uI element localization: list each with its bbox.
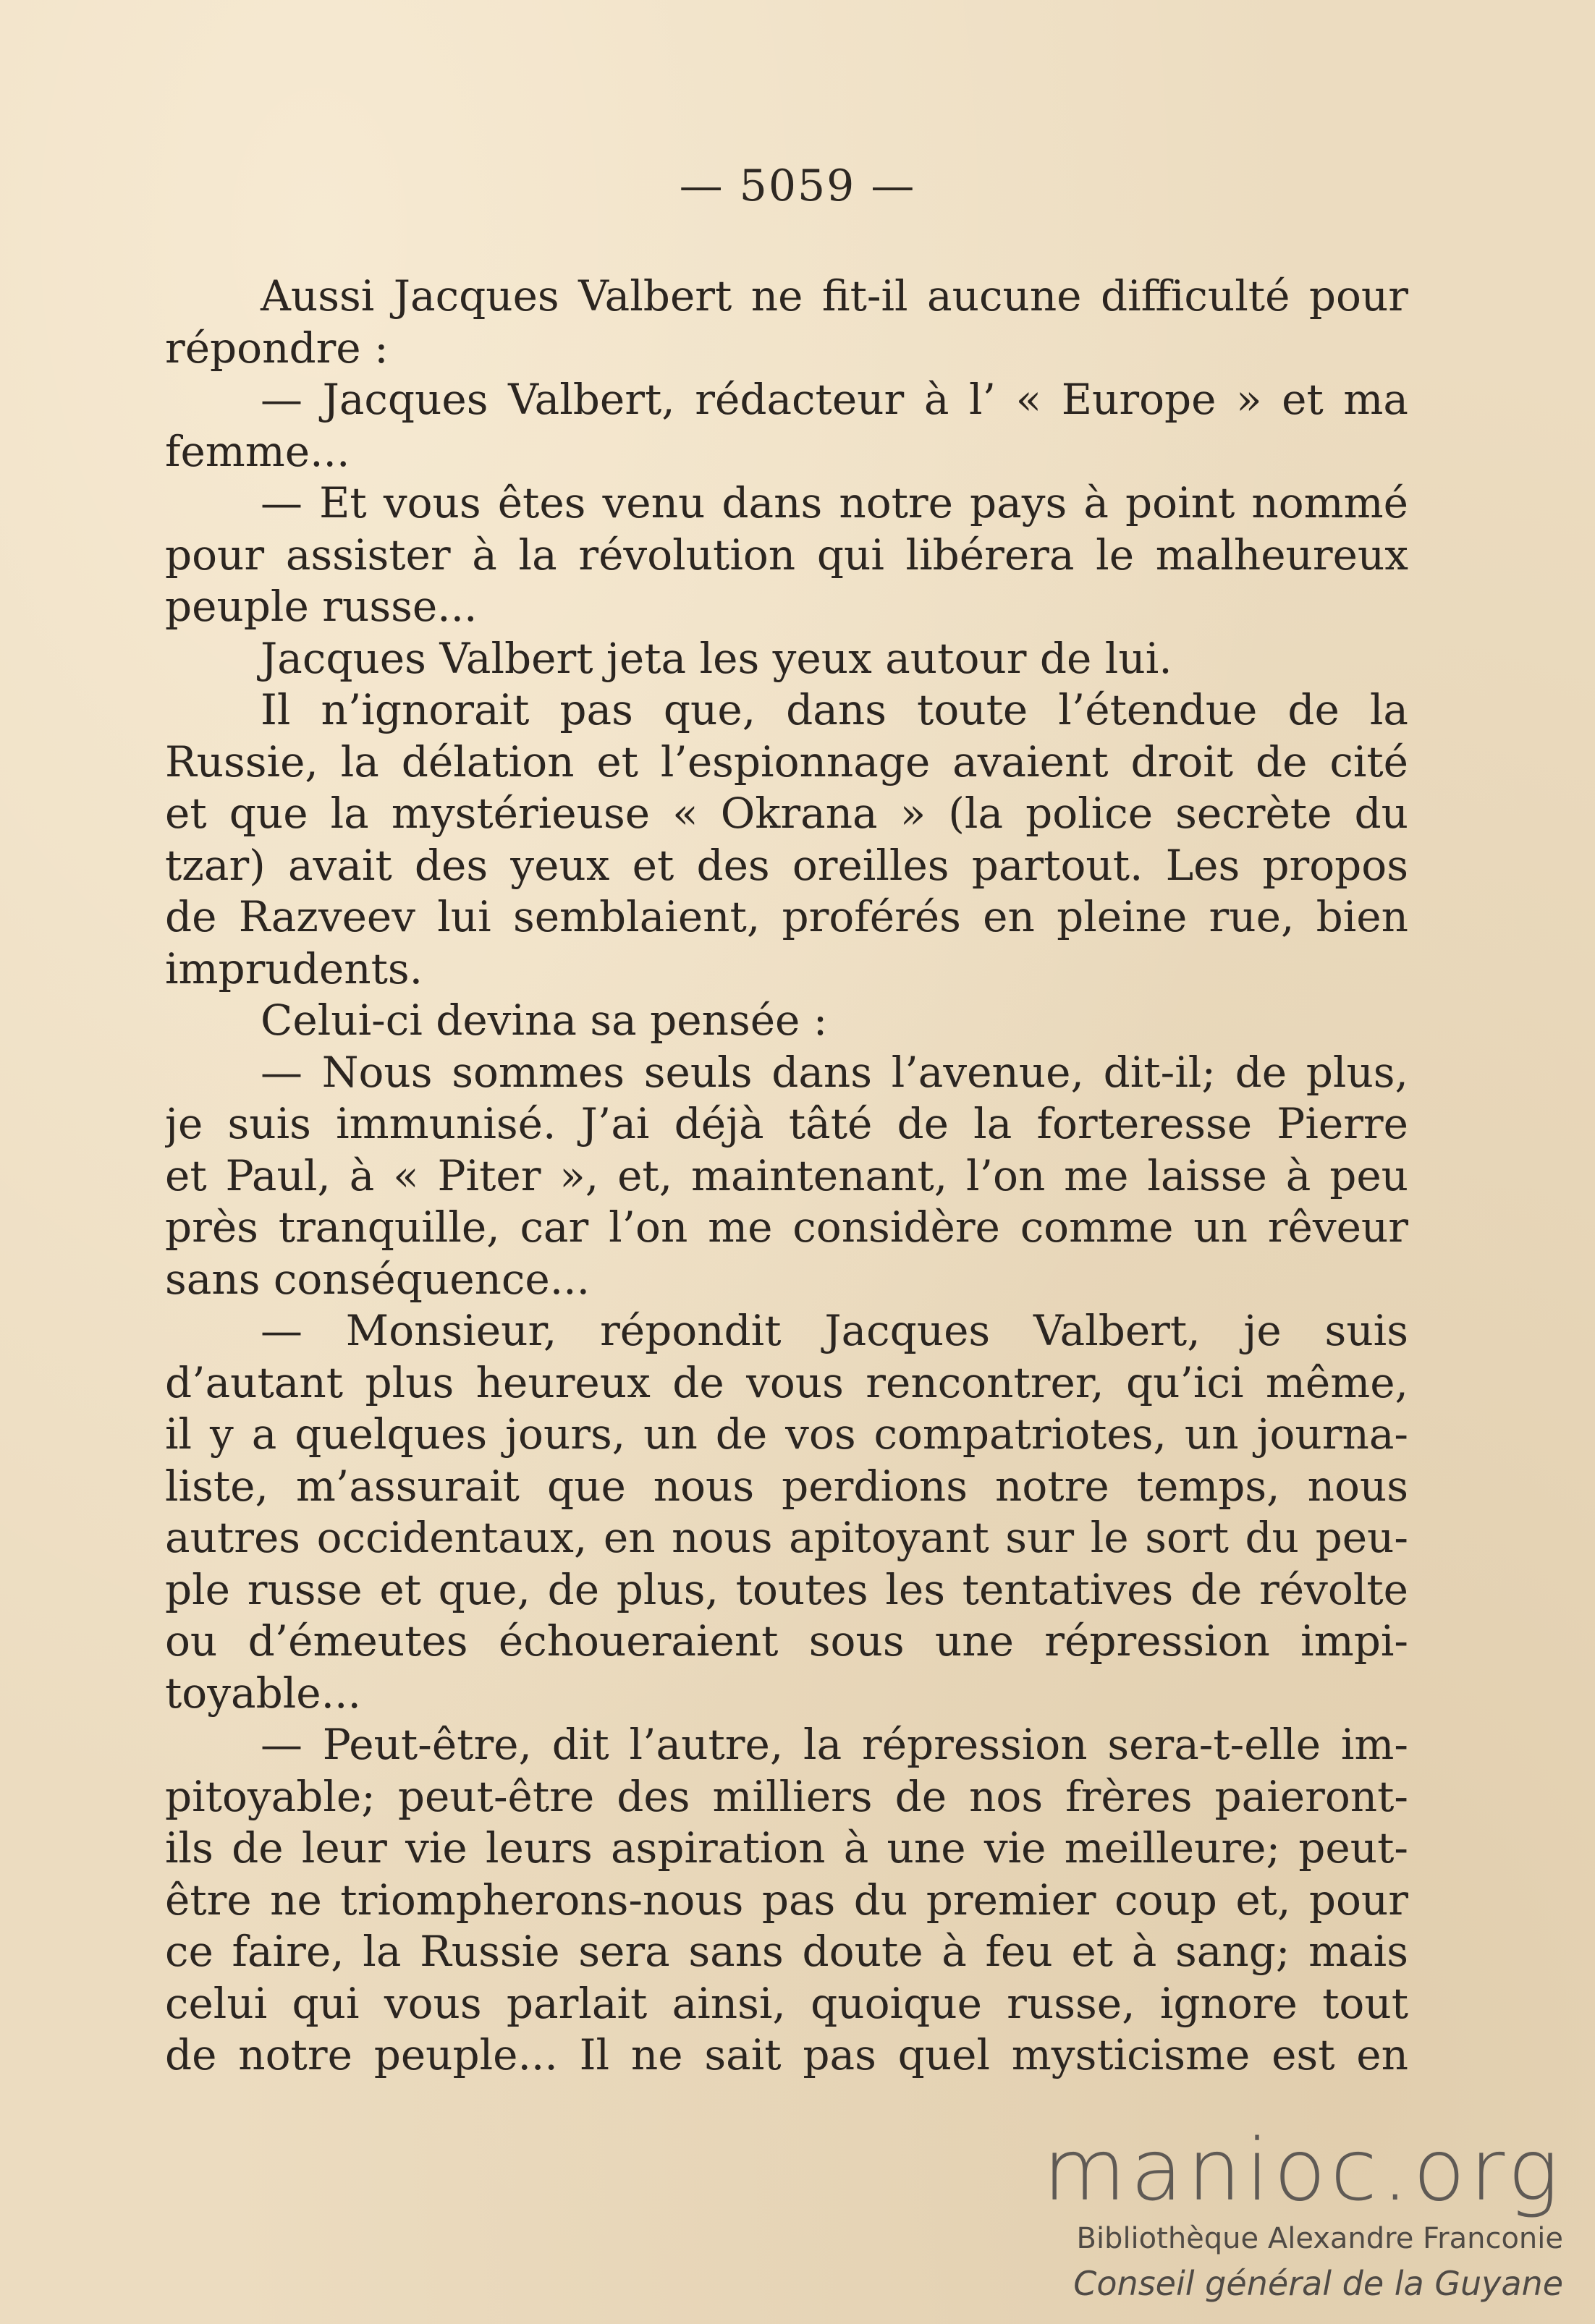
text-block [165,271,1408,2082]
watermark [1042,2120,1563,2307]
text-line: Aussi Jacques Valbert ne fit-il aucune difficulté pour [261,271,1408,321]
text-line: Il n’ignorait pas que, dans toute l’étendue de la [261,685,1408,734]
text-line: répondre : [165,323,389,373]
text-line: il y a quelques jours, un de vos compatriotes, un journa- [165,1409,1408,1459]
text-line: — Monsieur, répondit Jacques Valbert, je suis [261,1306,1408,1355]
text-line: pitoyable; peut-être des milliers de nos frères paieront- [165,1771,1408,1821]
text-line: — Nous sommes seuls dans l’avenue, dit-il; de plus, [261,1047,1408,1097]
manioc-logo: manioc.org [1043,2120,1563,2220]
text-line: liste, m’assurait que nous perdions notre temps, nous [165,1461,1408,1511]
council-name: Conseil général de la Guyane [1073,2264,1563,2303]
text-line: autres occidentaux, en nous apitoyant sur le sort du peu- [165,1513,1408,1562]
text-line: de notre peuple... Il ne sait pas quel mysticisme est en [165,2030,1408,2079]
text-line: près tranquille, car l’on me considère comme un rêveur [165,1203,1408,1252]
text-line: de Razveev lui semblaient, proférés en pleine rue, bien [165,892,1408,941]
text-line: peuple russe... [165,582,478,631]
text-line: — Peut-être, dit l’autre, la répression sera-t-elle im- [261,1720,1408,1769]
page-number: — 5059 — [679,161,916,211]
library-name: Bibliothèque Alexandre Franconie [1076,2222,1563,2255]
text-line: celui qui vous parlait ainsi, quoique russe, ignore tout [165,1978,1408,2028]
text-line: sans conséquence... [165,1254,591,1304]
text-line: ce faire, la Russie sera sans doute à feu et à sang; mais [165,1927,1408,1976]
text-line: tzar) avait des yeux et des oreilles partout. Les propos [165,840,1408,890]
text-line: — Jacques Valbert, rédacteur à l’ « Europe » et ma [261,375,1408,424]
text-line: être ne triompherons-nous pas du premier coup et, pour [165,1875,1408,1925]
text-line: imprudents. [165,943,423,993]
text-line: ou d’émeutes échoueraient sous une répression impi- [165,1616,1408,1666]
text-line: Celui-ci devina sa pensée : [261,996,828,1045]
text-line: toyable... [165,1668,361,1718]
text-line: ils de leur vie leurs aspiration à une vie meilleure; peut- [165,1823,1408,1873]
text-line: je suis immunisé. J’ai déjà tâté de la forteresse Pierre [165,1099,1408,1148]
text-line: — Et vous êtes venu dans notre pays à point nommé [261,478,1408,527]
text-line: pour assister à la révolution qui libérera le malheureux [165,530,1408,580]
text-line: ple russe et que, de plus, toutes les tentatives de révolte [165,1564,1408,1614]
text-line: Jacques Valbert jeta les yeux autour de lui. [261,633,1172,683]
text-line: Russie, la délation et l’espionnage avaient droit de cité [165,737,1408,786]
text-line: d’autant plus heureux de vous rencontrer, qu’ici même, [165,1357,1408,1407]
text-line: femme... [165,426,350,476]
text-line: et Paul, à « Piter », et, maintenant, l’on me laisse à peu [165,1150,1408,1200]
text-line: et que la mystérieuse « Okrana » (la police secrète du [165,789,1408,838]
